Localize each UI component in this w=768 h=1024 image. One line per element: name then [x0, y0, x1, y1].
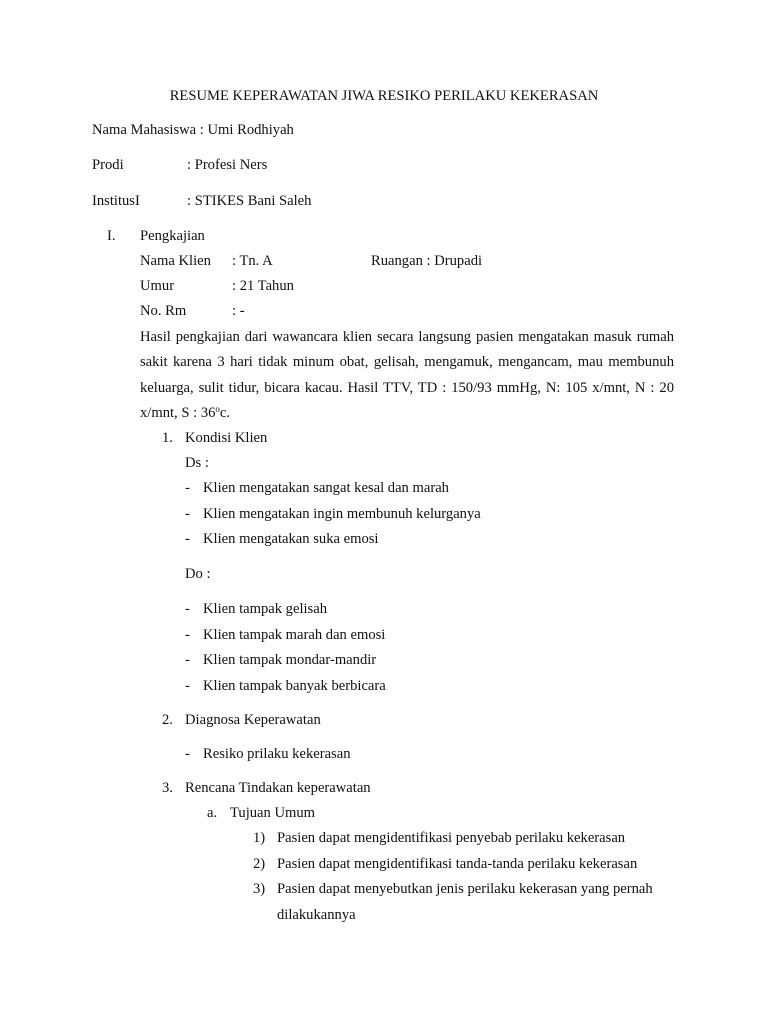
- degree-superscript: o: [215, 403, 220, 414]
- bullet-dash: -: [185, 627, 190, 643]
- institusi-value: : STIKES Bani Saleh: [187, 193, 312, 209]
- norm-label: No. Rm: [140, 303, 187, 319]
- prodi-value: : Profesi Ners: [187, 157, 268, 173]
- assessment-text-end: c.: [219, 404, 231, 421]
- umur-value: : 21 Tahun: [232, 278, 294, 294]
- nama-klien-value: : Tn. A: [232, 253, 273, 269]
- bullet-dash: -: [185, 531, 190, 547]
- tujuan-item: Pasien dapat mengidentifikasi penyebab perilaku kekerasan: [277, 830, 626, 846]
- institusi-label: InstitusI: [92, 193, 140, 209]
- section-numeral: I.: [107, 228, 116, 244]
- tujuan-item-number: 3): [253, 881, 266, 897]
- kondisi-number: 1.: [162, 430, 173, 446]
- bullet-dash: -: [185, 652, 190, 668]
- bullet-dash: -: [185, 678, 190, 694]
- ds-label: Ds :: [185, 455, 209, 471]
- tujuan-letter: a.: [207, 805, 218, 821]
- norm-value: : -: [232, 303, 245, 319]
- do-item: Klien tampak gelisah: [203, 601, 328, 617]
- bullet-dash: -: [185, 506, 190, 522]
- bullet-dash: -: [185, 601, 190, 617]
- diagnosa-item: Resiko prilaku kekerasan: [203, 746, 351, 762]
- do-item: Klien tampak banyak berbicara: [203, 678, 386, 694]
- assessment-text: Hasil pengkajian dari wawancara klien secara langsung pasien mengatakan masuk rumah sakit karena 3 hari tidak minum obat, gelisah, mengamuk, mengancam, mau membunuh keluarga, sulit tidur, bicara kacau. Hasil TTV, TD : 150/93 mmHg, N: 105 x/mnt, N : 20 x/mnt, S : 36: [140, 329, 674, 421]
- bullet-dash: -: [185, 480, 190, 496]
- kondisi-heading: Kondisi Klien: [185, 430, 268, 446]
- prodi-label: Prodi: [92, 157, 124, 173]
- tujuan-item-number: 2): [253, 856, 266, 872]
- ds-item: Klien mengatakan sangat kesal dan marah: [203, 480, 449, 496]
- rencana-heading: Rencana Tindakan keperawatan: [185, 780, 371, 796]
- do-item: Klien tampak marah dan emosi: [203, 627, 386, 643]
- umur-label: Umur: [140, 278, 175, 294]
- do-label: Do :: [185, 566, 211, 582]
- tujuan-item: Pasien dapat mengidentifikasi tanda-tanda perilaku kekerasan: [277, 856, 638, 872]
- student-name: Nama Mahasiswa : Umi Rodhiyah: [92, 122, 294, 138]
- ds-item: Klien mengatakan suka emosi: [203, 531, 379, 547]
- tujuan-heading: Tujuan Umum: [230, 805, 316, 821]
- do-item: Klien tampak mondar-mandir: [203, 652, 377, 668]
- diagnosa-heading: Diagnosa Keperawatan: [185, 712, 321, 728]
- bullet-dash: -: [185, 746, 190, 762]
- rencana-number: 3.: [162, 780, 173, 796]
- assessment-paragraph: [140, 325, 674, 426]
- document-title: RESUME KEPERAWATAN JIWA RESIKO PERILAKU KEKERASAN: [169, 88, 599, 104]
- ruangan: Ruangan : Drupadi: [371, 253, 483, 269]
- nama-klien-label: Nama Klien: [140, 253, 211, 269]
- diagnosa-number: 2.: [162, 712, 173, 728]
- ds-item: Klien mengatakan ingin membunuh kelurganya: [203, 506, 481, 522]
- section-heading: Pengkajian: [140, 228, 205, 244]
- tujuan-item-number: 1): [253, 830, 266, 846]
- tujuan-item: Pasien dapat menyebutkan jenis perilaku kekerasan yang pernah: [277, 881, 653, 897]
- tujuan-item-continuation: dilakukannya: [277, 907, 356, 923]
